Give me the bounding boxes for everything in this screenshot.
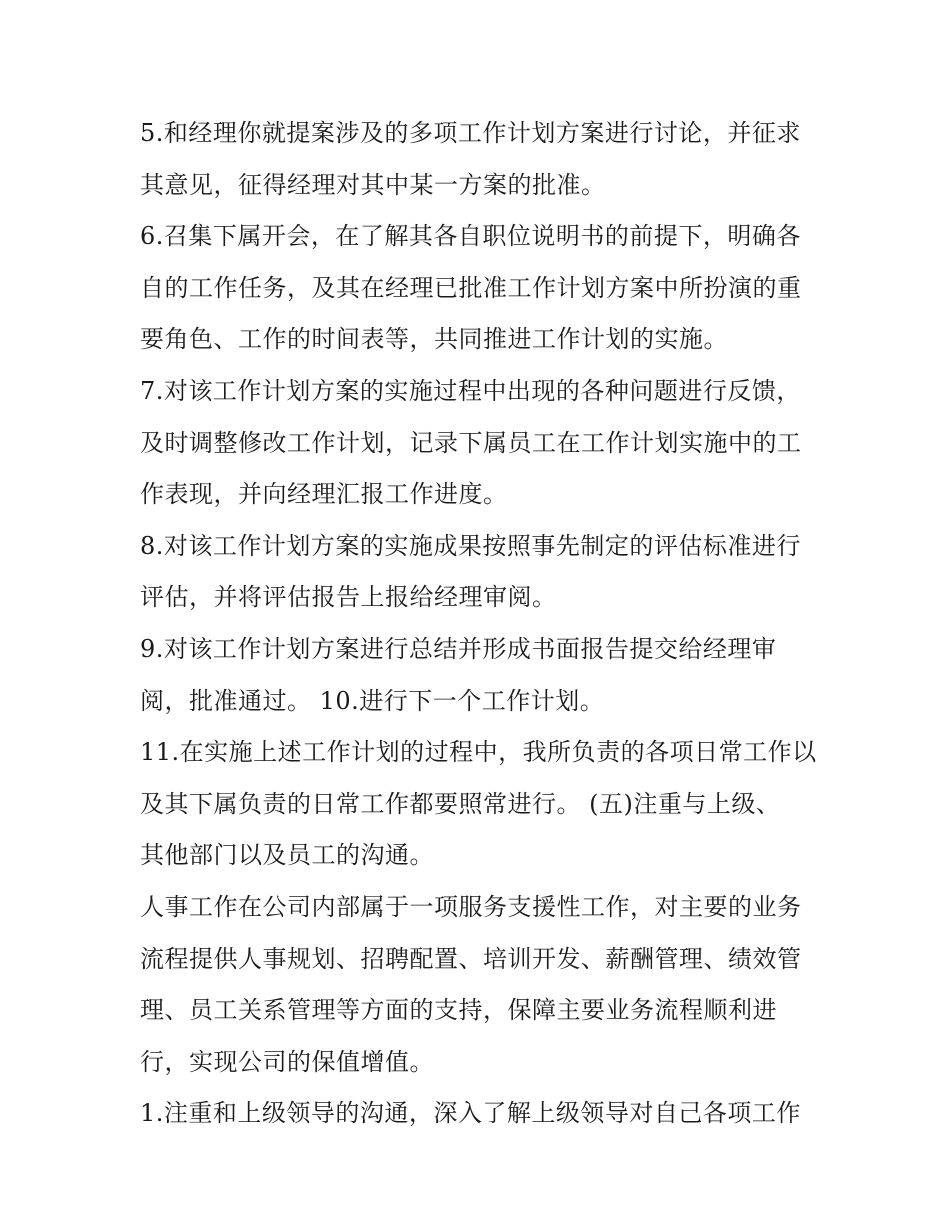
text-line: 及时调整修改工作计划，记录下属员工在工作计划实施中的工 (140, 428, 802, 457)
text-line: 作表现，并向经理汇报工作进度。 (140, 480, 508, 509)
text-line: 1.注重和上级领导的沟通，深入了解上级领导对自己各项工作 (140, 1099, 801, 1128)
text-line: 9.对该工作计划方案进行总结并形成书面报告提交给经理审 (140, 634, 777, 663)
text-line: 要角色、工作的时间表等，共同推进工作计划的实施。 (140, 325, 728, 354)
text-line: 11.在实施上述工作计划的过程中，我所负责的各项日常工作以 (140, 738, 817, 767)
document-body (140, 108, 820, 1140)
text-line: 流程提供人事规划、招聘配置、培训开发、薪酬管理、绩效管 (140, 944, 802, 973)
text-line: 8.对该工作计划方案的实施成果按照事先制定的评估标准进行 (140, 531, 801, 560)
text-line: 其他部门以及员工的沟通。 (140, 841, 434, 870)
text-line: 阅，批准通过。 10.进行下一个工作计划。 (140, 686, 605, 715)
text-line: 其意见，征得经理对其中某一方案的批准。 (140, 170, 606, 199)
text-line: 5.和经理你就提案涉及的多项工作计划方案进行讨论，并征求 (140, 119, 801, 147)
text-line: 理、员工关系管理等方面的支持，保障主要业务流程顺利进 (140, 996, 777, 1025)
text-line: 人事工作在公司内部属于一项服务支援性工作，对主要的业务 (140, 892, 802, 921)
text-line: 6.召集下属开会，在了解其各自职位说明书的前提下，明确各 (140, 222, 801, 251)
text-line: 自的工作任务，及其在经理已批准工作计划方案中所扮演的重 (140, 273, 802, 302)
text-line: 评估，并将评估报告上报给经理审阅。 (140, 583, 557, 612)
text-line: 行，实现公司的保值增值。 (140, 1047, 434, 1076)
text-line: 7.对该工作计划方案的实施过程中出现的各种问题进行反馈， (140, 376, 801, 405)
text-line: 及其下属负责的日常工作都要照常进行。 (五)注重与上级、 (140, 789, 781, 818)
